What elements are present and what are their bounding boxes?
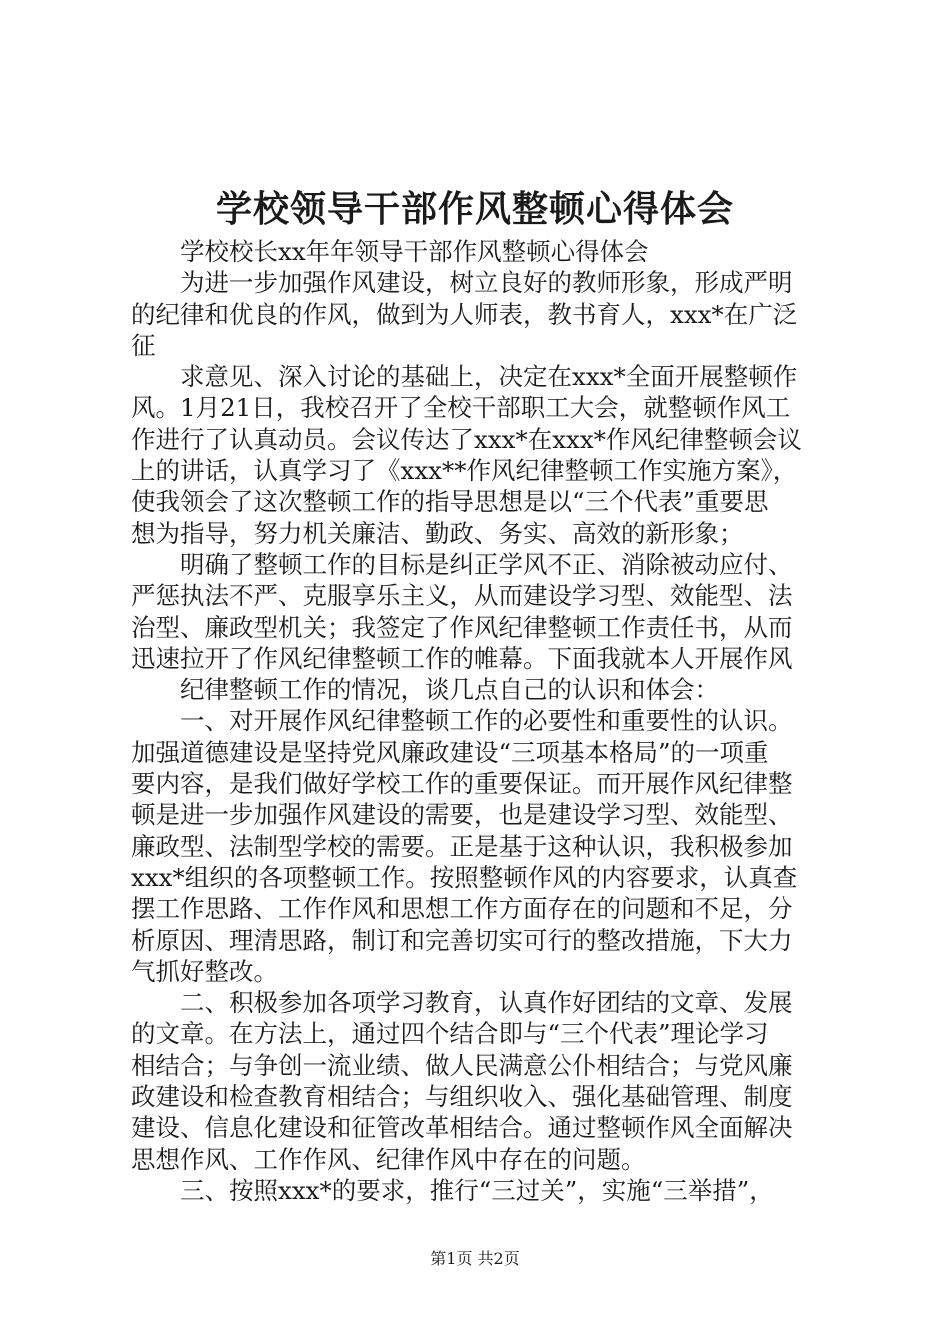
text-line: 政建设和检查教育相结合；与组织收入、强化基础管理、制度 bbox=[131, 1082, 793, 1112]
text-line: 要内容，是我们做好学校工作的重要保证。而开展作风纪律整 bbox=[131, 769, 793, 799]
text-line: 风。1月21日，我校召开了全校干部职工大会，就整顿作风工 bbox=[131, 393, 791, 423]
text-line: 征 bbox=[131, 330, 156, 360]
text-line: 治型、廉政型机关；我签定了作风纪律整顿工作责任书，从而 bbox=[131, 612, 793, 642]
text-line: 三、按照xxx*的要求，推行“三过关”，实施“三举措”， bbox=[180, 1175, 774, 1205]
text-line: 为进一步加强作风建设，树立良好的教师形象，形成严明 bbox=[180, 268, 793, 298]
document-title: 学校领导干部作风整顿心得体会 bbox=[215, 188, 734, 230]
text-line: 求意见、深入讨论的基础上，决定在xxx*全面开展整顿作 bbox=[180, 362, 798, 392]
text-line: 析原因、理清思路，制订和完善切实可行的整改措施，下大力 bbox=[131, 925, 793, 955]
text-line: 建设、信息化建设和征管改革相结合。通过整顿作风全面解决 bbox=[131, 1113, 793, 1143]
text-line: 作进行了认真动员。会议传达了xxx*在xxx*作风纪律整顿会议 bbox=[131, 424, 802, 454]
text-line: 使我领会了这次整顿工作的指导思想是以“三个代表”重要思 bbox=[131, 487, 769, 517]
text-line: 顿是进一步加强作风建设的需要，也是建设学习型、效能型、 bbox=[131, 800, 793, 830]
text-line: 严惩执法不严、克服享乐主义，从而建设学习型、效能型、法 bbox=[131, 581, 793, 611]
text-line: 一、对开展作风纪律整顿工作的必要性和重要性的认识。 bbox=[180, 706, 793, 736]
text-line: 思想作风、工作作风、纪律作风中存在的问题。 bbox=[131, 1144, 646, 1174]
text-line: 加强道德建设是坚持党风廉政建设“三项基本格局”的一项重 bbox=[131, 737, 769, 767]
text-line: 相结合；与争创一流业绩、做人民满意公仆相结合；与党风廉 bbox=[131, 1050, 793, 1080]
text-line: 摆工作思路、工作作风和思想工作方面存在的问题和不足，分 bbox=[131, 894, 793, 924]
text-line: 学校校长xx年年领导干部作风整顿心得体会 bbox=[180, 237, 649, 266]
text-line: 明确了整顿工作的目标是纠正学风不正、消除被动应付、 bbox=[180, 549, 793, 579]
text-line: 气抓好整改。 bbox=[131, 956, 278, 986]
text-line: 想为指导，努力机关廉洁、勤政、务实、高效的新形象； bbox=[131, 518, 744, 548]
text-line: 的纪律和优良的作风，做到为人师表，教书育人，xxx*在广泛 bbox=[131, 299, 798, 329]
text-line: 廉政型、法制型学校的需要。正是基于这种认识，我积极参加 bbox=[131, 831, 793, 861]
text-line: 上的讲话，认真学习了《xxx**作风纪律整顿工作实施方案》， bbox=[131, 456, 798, 486]
text-line: 二、积极参加各项学习教育，认真作好团结的文章、发展 bbox=[180, 988, 793, 1018]
text-line: 的文章。在方法上，通过四个结合即与“三个代表”理论学习 bbox=[131, 1019, 769, 1049]
document-body bbox=[131, 236, 831, 1206]
text-line: 迅速拉开了作风纪律整顿工作的帷幕。下面我就本人开展作风 bbox=[131, 643, 793, 673]
text-line: 纪律整顿工作的情况，谈几点自己的认识和体会： bbox=[180, 675, 719, 705]
text-line: xxx*组织的各项整顿工作。按照整顿作风的内容要求，认真查 bbox=[131, 862, 798, 892]
page-footer: 第1页 共2页 bbox=[430, 1249, 520, 1268]
